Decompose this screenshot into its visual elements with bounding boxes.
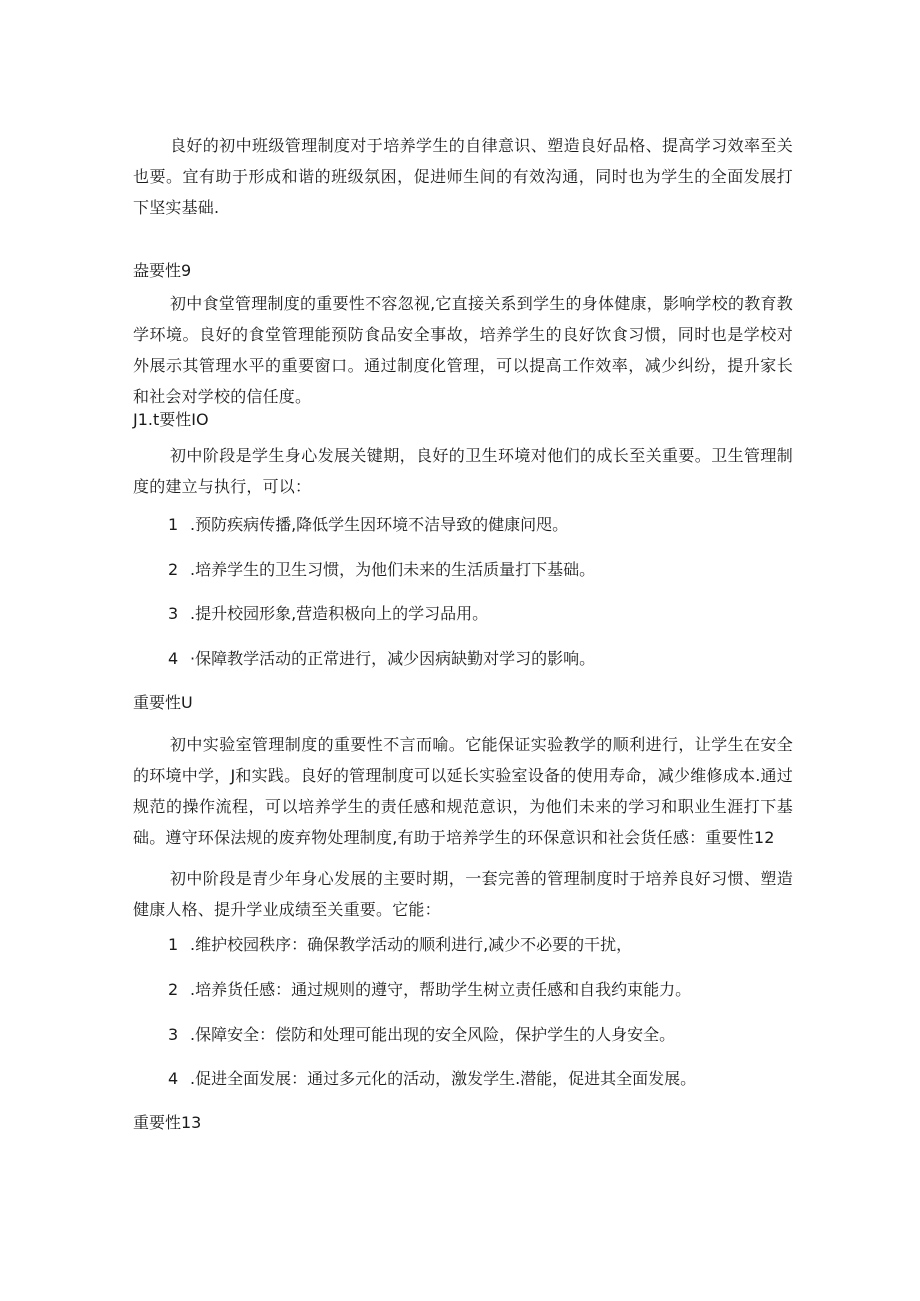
list-item-number: 2 — [168, 980, 179, 999]
list-item-text: .培养学生的卫生习惯，为他们未来的生活质量打下基础。 — [190, 560, 596, 579]
paragraph-canteen-management: 初中食堂管理制度的重要性不容忽视,它直接关系到学生的身体健康，影响学校的教育教学环境。良好的食堂管理能预防食品安全事故，培养学生的良好饮食习惯，同时也是学校对外展示其管理水平的重要窗口。通过制度化管理，可以提高工作效率，减少纠纷，提升家长和社会对学校的信任度。 — [133, 294, 793, 406]
list-item-text: .培养货任感：通过规则的遵守，帮助学生树立责任感和自我约束能力。 — [190, 980, 692, 999]
list-item-number: 4 — [168, 1069, 179, 1088]
list-item-text: .提升校园形象,营造积极向上的学习品用。 — [190, 604, 489, 623]
list-item-text: .预防疾病传播,降低学生因环境不洁导致的健康问咫。 — [190, 515, 569, 534]
list-item-number: 1 — [168, 935, 179, 954]
list-item — [168, 513, 568, 537]
list-item-text: .维护校园秩序：确保教学活动的顺利进行,减少不必要的干扰， — [190, 935, 633, 954]
heading-importance-10: J1.t要性IO — [133, 410, 209, 429]
list-item-number: 3 — [168, 604, 179, 623]
paragraph-hygiene-management: 初中阶段是学生身心发展关键期，良好的卫生环境对他们的成长至关重要。卫生管理制度的建立与执行，可以： — [133, 446, 793, 496]
list-item — [168, 558, 595, 582]
list-item — [168, 1067, 696, 1091]
list-item — [168, 933, 632, 957]
list-item-text: .保障安全：偿防和处理可能出现的安全风险，保护学生的人身安全。 — [190, 1025, 676, 1044]
paragraph-overall-management: 初中阶段是青少年身心发展的主要时期，一套完善的管理制度时于培养良好习惯、塑造健康人格、提升学业成绩至关重要。它能： — [133, 869, 793, 919]
list-item-text: .促进全面发展：通过多元化的活动，激发学生.潜能，促进其全面发展。 — [190, 1069, 697, 1088]
list-item-number: 4 — [168, 649, 179, 668]
paragraph-laboratory-management: 初中实验室管理制度的重要性不言而喻。它能保证实验教学的顺利进行，让学生在安全的环境中学，J和实践。良好的管理制度可以延长实验室设备的使用寿命，减少维修成本.通过规范的操作流程，可以培养学生的责任感和规范意识，为他们未来的学习和职业生涯打下基础。遵守环保法规的废弃物处理制度,有助于培养学生的环保意识和社会货任感：重要性12 — [133, 735, 793, 847]
heading-importance-13: 重要性13 — [133, 1113, 202, 1132]
heading-importance-9: 盎要性9 — [133, 261, 192, 280]
list-item — [168, 978, 691, 1002]
list-item — [168, 1023, 675, 1047]
list-item — [168, 647, 595, 671]
list-item-number: 3 — [168, 1025, 179, 1044]
list-item-text: ·保障教学活动的正常进行，减少因病缺勤对学习的影响。 — [190, 649, 596, 668]
heading-importance-11: 重要性U — [133, 693, 193, 712]
list-item-number: 1 — [168, 515, 179, 534]
paragraph-class-management: 良好的初中班级管理制度对于培养学生的自律意识、塑造良好品格、提高学习效率至关也要。宜有助于形成和谐的班级氛困，促进师生间的有效沟通，同时也为学生的全面发展打下坚实基础. — [133, 136, 793, 217]
list-item-number: 2 — [168, 560, 179, 579]
list-item — [168, 602, 488, 626]
